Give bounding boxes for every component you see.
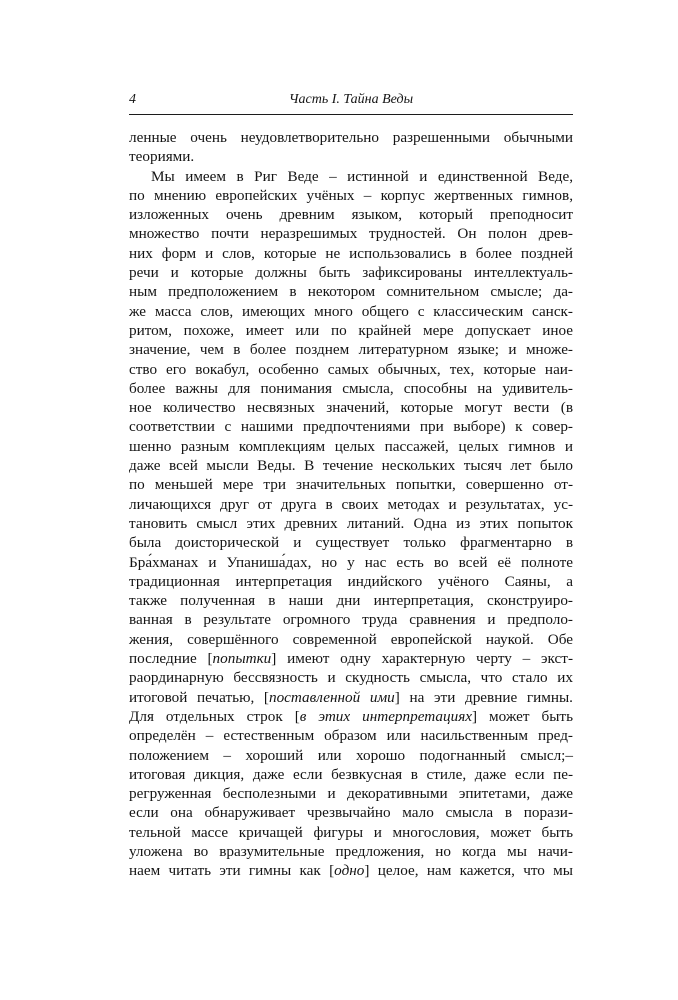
text-line: жения, совершённого современной европейской наукой. Обе: [129, 630, 573, 648]
italic-insertion: поставленной ими: [268, 688, 395, 706]
header-rule: [129, 114, 573, 115]
page-header: [129, 92, 573, 112]
line-text: ] может быть: [472, 707, 573, 725]
text-line: теориями.: [129, 148, 195, 166]
line-text: ] имеют одну характерную черту – экст-: [271, 650, 573, 668]
line-text: наем читать эти гимны как [: [129, 862, 335, 880]
italic-insertion: одно: [334, 862, 365, 880]
text-line: также полученная в наши дни интерпретация, сконструиро-: [129, 592, 573, 610]
text-line: [129, 649, 573, 668]
text-line: тельной массе кричащей фигуры и многословия, может быть: [129, 823, 573, 841]
text-line: ным предположением в некотором сомнительном смысле; да-: [129, 283, 573, 301]
line-text: последние [: [129, 650, 213, 668]
text-line: речи и которые должны быть зафиксированы интеллектуаль-: [129, 264, 573, 282]
text-line: была доисторической и существует только фрагментарно в: [129, 534, 573, 552]
text-line: тановить смысл этих древних литаний. Одна из этих попыток: [129, 514, 573, 532]
text-line: положением – хороший или хорошо подогнанный смысл;–: [129, 746, 573, 764]
text-line: ванная в результате огромного труда сравнения и предполо-: [129, 611, 573, 629]
text-line: раординарную бессвязность и скудность смысла, что стало их: [129, 669, 573, 687]
text-line: изложенных очень древним языком, который преподносит: [129, 206, 573, 224]
text-line: [129, 688, 573, 707]
text-line: соответствии с нашими предпочтениями при выборе) к совер-: [129, 418, 573, 436]
text-line: значение, чем в более позднем литературном языке; и множе-: [129, 341, 573, 359]
text-line: ное количество несвязных значений, которые могут вести (в: [129, 399, 573, 417]
line-text: итоговой печатью, [: [129, 688, 269, 706]
text-line: [129, 707, 573, 726]
text-line: даже всей мысли Веды. В течение нескольких тысяч лет было: [129, 457, 573, 475]
text-line: же масса слов, имеющих много общего с классическим санск-: [129, 302, 573, 320]
text-line: личающихся друг от друга в своих методах и результатах, ус-: [129, 495, 573, 513]
line-text: ] на эти древние гимны.: [394, 688, 573, 706]
text-line: ритом, похоже, имеет или по крайней мере допускает иное: [129, 321, 573, 339]
body-text: [129, 128, 573, 881]
text-line: [129, 861, 573, 880]
text-line: них форм и слов, которые не использовались в более поздней: [129, 244, 573, 262]
italic-insertion: попытки: [212, 650, 272, 668]
text-line: по меньшей мере три значительных попытки, совершенно от-: [129, 476, 573, 494]
text-line: если она обнаруживает чрезвычайно мало смысла в порази-: [129, 804, 573, 822]
text-line: ство его вокабул, особенно самых обычных, тех, которые наи-: [129, 360, 573, 378]
text-line: шенно разным комплекциям целых пассажей, целых гимнов и: [129, 437, 573, 455]
text-line: по мнению европейских учёных – корпус жертвенных гимнов,: [129, 186, 573, 204]
text-line: регруженная бесполезными и декоративными эпитетами, даже: [129, 785, 573, 803]
text-line: Мы имеем в Риг Веде – истинной и единственной Веде,: [151, 167, 573, 185]
text-line: уложена во вразумительные предложения, но когда мы начи-: [129, 842, 573, 860]
page-number: 4: [129, 92, 136, 107]
text-line: определён – естественным образом или насильственным пред-: [129, 727, 573, 745]
text-line: более важны для понимания смысла, способны на удивитель-: [129, 379, 573, 397]
text-line: Бра́хманах и Упаниша́дах, но у нас есть во всей её полноте: [129, 553, 573, 571]
line-text: Для отдельных строк [: [129, 707, 300, 725]
running-title: Часть I. Тайна Веды: [288, 92, 414, 107]
text-line: традиционная интерпретация индийского учёного Саяны, а: [129, 572, 573, 590]
line-text: ] целое, нам кажется, что мы: [364, 862, 573, 880]
text-line: множество почти неразрешимых трудностей. Он полон древ-: [129, 225, 573, 243]
text-line: ленные очень неудовлетворительно разрешенными обычными: [129, 129, 573, 146]
text-line: итоговая дикция, даже если безвкусная в стиле, даже если пе-: [129, 765, 573, 783]
italic-insertion: в этих интерпретациях: [299, 707, 472, 725]
